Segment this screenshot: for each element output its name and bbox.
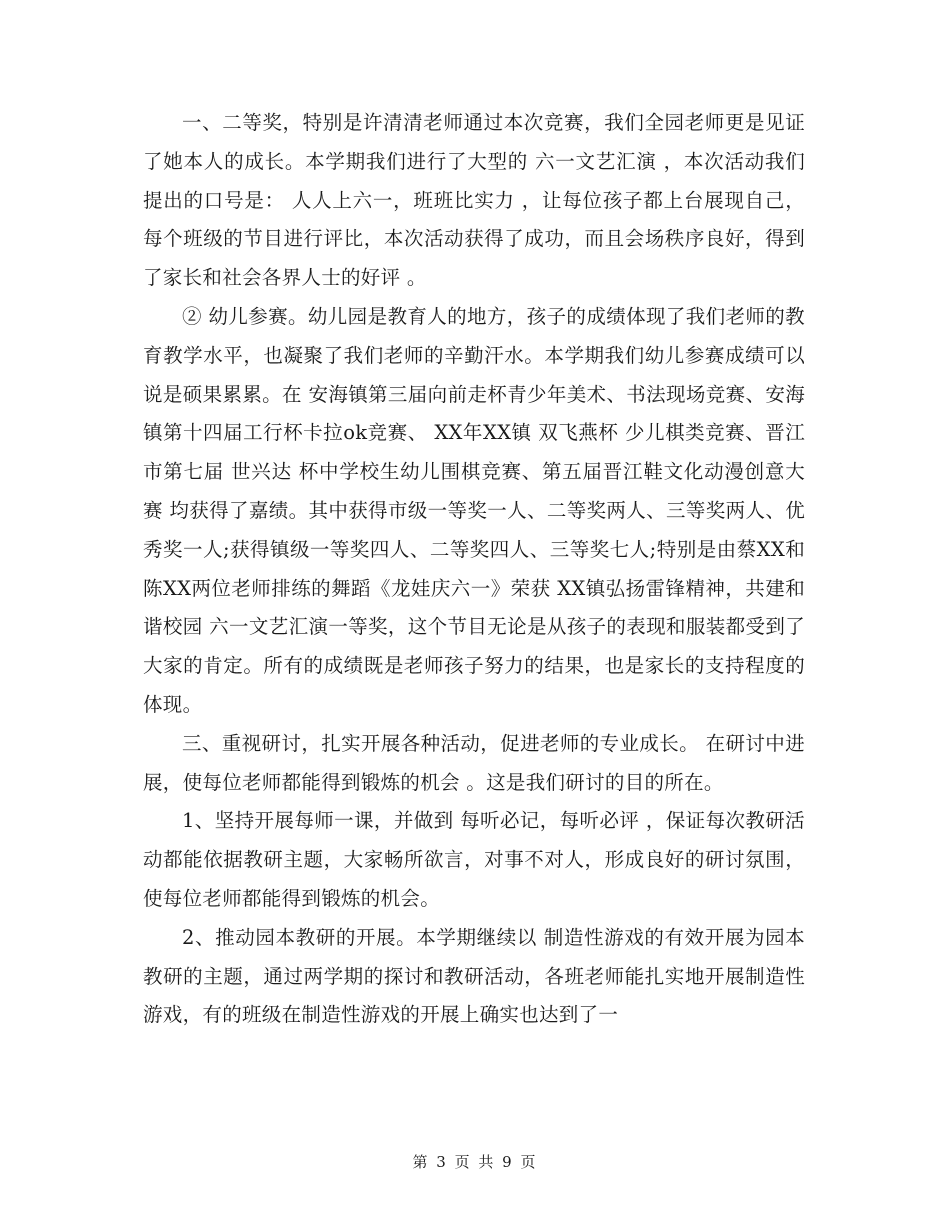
document-body	[143, 104, 805, 1035]
paragraph-school-research: 2、推动园本教研的开展。本学期继续以 制造性游戏的有效开展为园本教研的主题，通过两学期的探讨和教研活动，各班老师能扎实地开展制造性游戏，有的班级在制造性游戏的开展上确实也达到了一	[143, 925, 805, 1027]
page-number-footer: 第 3 页 共 9 页	[412, 1153, 538, 1171]
paragraph-teacher-lessons: 1、坚持开展每师一课，并做到 每听必记，每听必评 ，保证每次教研活动都能依据教研主题，大家畅所欲言，对事不对人，形成良好的研讨氛围，使每位老师都能得到锻炼的机会。	[143, 809, 805, 910]
paragraph-awards: 一、二等奖，特别是许清清老师通过本次竞赛，我们全园老师更是见证了她本人的成长。本学期我们进行了大型的 六一文艺汇演 ，本次活动我们提出的口号是： 人人上六一，班班比实力 ，让每位孩子都上台展现自己，每个班级的节目进行评比，本次活动获得了成功，而且会场秩序良好，得到了家长和社会各界人士的好评 。	[143, 111, 805, 290]
paragraph-research-heading: 三、重视研讨，扎实开展各种活动，促进老师的专业成长。 在研讨中进展，使每位老师都能得到锻炼的机会 。这是我们研讨的目的所在。	[143, 731, 805, 794]
paragraph-children-competitions: ② 幼儿参赛。幼儿园是教育人的地方，孩子的成绩体现了我们老师的教育教学水平，也凝聚了我们老师的辛勤汗水。本学期我们幼儿参赛成绩可以说是硕果累累。在 安海镇第三届向前走杯青少年美术、书法现场竞赛、安海镇第十四届工行杯卡拉ok竞赛、 XX年XX镇 双飞燕杯 少儿棋类竞赛、晋江市第七届 世兴达 杯中学校生幼儿围棋竞赛、第五届晋江鞋文化动漫创意大赛 均获得了嘉绩。其中获得市级一等奖一人、二等奖两人、三等奖两人、优秀奖一人;获得镇级一等奖四人、二等奖四人、三等奖七人;特别是由蔡XX和陈XX两位老师排练的舞蹈《龙娃庆六一》荣获 XX镇弘扬雷锋精神，共建和谐校园 六一文艺汇演一等奖，这个节目无论是从孩子的表现和服装都受到了大家的肯定。所有的成绩既是老师孩子努力的结果，也是家长的支持程度的体现。	[143, 304, 805, 716]
